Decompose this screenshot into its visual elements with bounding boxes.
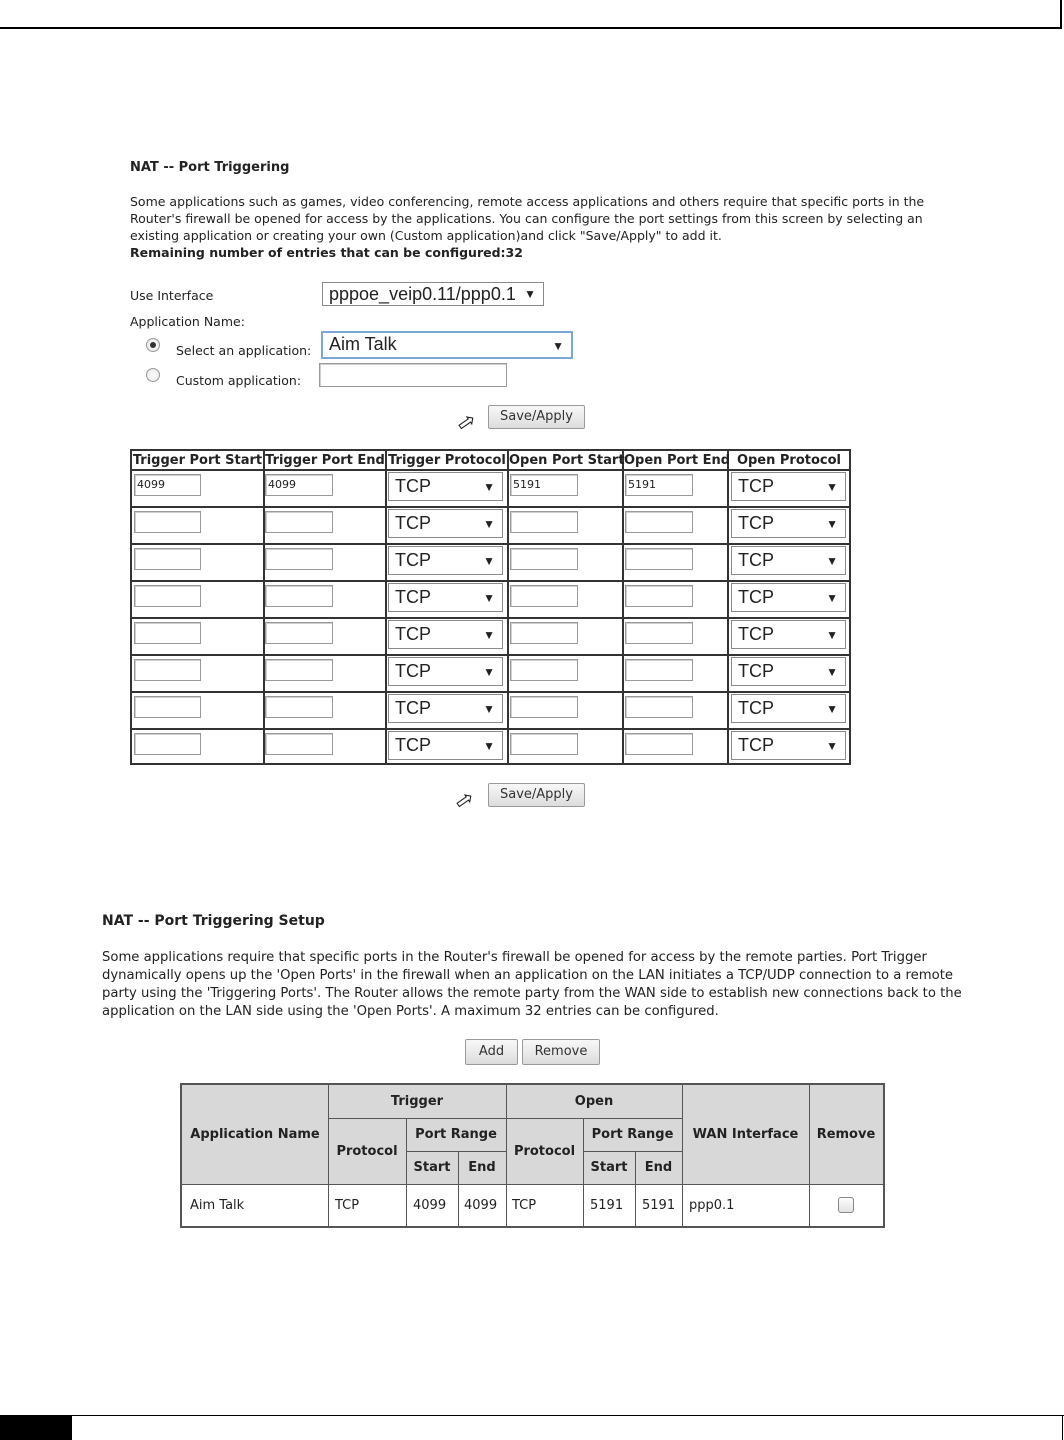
open-port-end-input[interactable]: 5191 [625, 474, 693, 496]
trigger-port-start-input[interactable]: 4099 [134, 474, 201, 496]
trigger-protocol-select[interactable] [388, 731, 503, 760]
cell-trigger-protocol: TCP [335, 1198, 360, 1213]
pointer-arrow-icon: ⇨ [450, 785, 480, 817]
page-top-rule [0, 27, 1062, 29]
header-open-start: Start [590, 1160, 628, 1175]
trigger-protocol-select-value: TCP [395, 550, 431, 570]
trigger-port-start-input[interactable] [134, 511, 201, 533]
dropdown-arrow-icon: ▼ [826, 591, 838, 605]
port-triggering-setup-table [180, 1083, 885, 1228]
open-protocol-select[interactable] [731, 620, 846, 649]
select-application-label: Select an application: [176, 343, 312, 358]
page-bottom-right-rule [1062, 1415, 1063, 1440]
trigger-port-end-input[interactable] [265, 511, 333, 533]
open-port-start-input[interactable] [510, 659, 578, 681]
open-port-end-input[interactable] [625, 622, 693, 644]
page-bottom-rule [0, 1415, 1064, 1416]
dropdown-arrow-icon: ▼ [483, 591, 495, 605]
header-open-port-start: Open Port Start [509, 453, 625, 468]
cell-trigger-end: 4099 [464, 1198, 498, 1213]
trigger-protocol-select-value: TCP [395, 624, 431, 644]
open-protocol-select-value: TCP [738, 735, 774, 755]
cell-wan-interface: ppp0.1 [689, 1198, 735, 1213]
open-port-end-input[interactable] [625, 696, 693, 718]
select-application-radio[interactable] [146, 338, 160, 352]
custom-application-label: Custom application: [176, 373, 302, 388]
open-port-end-input[interactable] [625, 733, 693, 755]
cell-open-start: 5191 [590, 1198, 624, 1213]
trigger-port-end-input[interactable] [265, 696, 333, 718]
dropdown-arrow-icon: ▼ [483, 628, 495, 642]
dropdown-arrow-icon: ▼ [826, 739, 838, 753]
trigger-protocol-select[interactable] [388, 694, 503, 723]
header-trigger-port-end: Trigger Port End [265, 453, 385, 468]
open-protocol-select[interactable] [731, 546, 846, 575]
save-apply-button-bottom[interactable]: Save/Apply [488, 783, 585, 807]
header-remove: Remove [816, 1127, 876, 1142]
header-open-port-end: Open Port End [624, 453, 731, 468]
open-protocol-select-value: TCP [738, 698, 774, 718]
custom-application-radio[interactable] [146, 368, 160, 382]
remove-button[interactable]: Remove [522, 1039, 600, 1065]
trigger-port-end-input[interactable]: 4099 [265, 474, 333, 496]
header-open-end: End [644, 1160, 673, 1175]
section2-description: Some applications require that specific ports in the Router's firewall be opened for access by the remote parties. Port Trigger dynamically opens up the 'Open Ports' in the firewall when an application on the LAN initiates a TCP/UDP connection to a remote party using the 'Triggering Ports'. The Router allows the remote party from the WAN side to establish new connections back to the application on the LAN side using the 'Open Ports'. A maximum 32 entries can be configured. [102, 950, 962, 1019]
open-protocol-select-value: TCP [738, 550, 774, 570]
open-port-end-input[interactable] [625, 659, 693, 681]
custom-application-input[interactable] [319, 363, 507, 387]
open-port-end-input[interactable] [625, 585, 693, 607]
select-application-dropdown[interactable] [321, 331, 573, 359]
header-open-protocol: Open Protocol [736, 453, 842, 468]
page-number-tab [0, 1416, 72, 1440]
dropdown-arrow-icon: ▼ [483, 739, 495, 753]
section1-description: Some applications such as games, video conferencing, remote access applications and others require that specific ports in the Router's firewall be opened for access by the applications. You can configure the port settings from this screen by selecting an existing application or creating your own (Custom application)and click "Save/Apply" to add it. [130, 194, 925, 243]
header-application-name: Application Name [190, 1127, 320, 1142]
section2-title: NAT -- Port Triggering Setup [102, 913, 325, 929]
header-open: Open [574, 1094, 614, 1109]
header-trigger-protocol: Protocol [336, 1144, 398, 1159]
use-interface-select[interactable] [322, 282, 544, 306]
cell-application-name: Aim Talk [190, 1198, 245, 1213]
dropdown-arrow-icon: ▼ [483, 554, 495, 568]
trigger-port-start-input[interactable] [134, 585, 201, 607]
trigger-port-start-input[interactable] [134, 733, 201, 755]
open-port-start-input[interactable] [510, 548, 578, 570]
dropdown-arrow-icon: ▼ [483, 702, 495, 716]
header-trigger-port-range: Port Range [415, 1127, 497, 1142]
remove-checkbox[interactable] [838, 1197, 854, 1213]
trigger-protocol-select-value: TCP [395, 698, 431, 718]
trigger-protocol-select-value: TCP [395, 735, 431, 755]
header-open-protocol: Protocol [513, 1144, 576, 1159]
dropdown-arrow-icon: ▼ [826, 665, 838, 679]
open-protocol-select-value: TCP [738, 587, 774, 607]
trigger-protocol-select[interactable] [388, 509, 503, 538]
header-trigger-port-start: Trigger Port Start [132, 453, 263, 468]
cell-open-end: 5191 [642, 1198, 676, 1213]
open-port-end-input[interactable] [625, 511, 693, 533]
trigger-protocol-select-value: TCP [395, 661, 431, 681]
add-button[interactable]: Add [465, 1039, 518, 1065]
trigger-protocol-select[interactable] [388, 583, 503, 612]
header-trigger: Trigger [390, 1094, 444, 1109]
header-trigger-end: End [468, 1160, 496, 1175]
open-port-start-input[interactable]: 5191 [510, 474, 578, 496]
open-protocol-select[interactable] [731, 657, 846, 686]
dropdown-arrow-icon: ▼ [826, 480, 838, 494]
open-protocol-select[interactable] [731, 472, 846, 501]
use-interface-label: Use Interface [130, 288, 214, 303]
open-port-start-input[interactable] [510, 622, 578, 644]
open-protocol-select[interactable] [731, 583, 846, 612]
header-wan-interface: WAN Interface [692, 1127, 799, 1142]
select-application-value: Aim Talk [329, 334, 397, 354]
open-protocol-select[interactable] [731, 694, 846, 723]
trigger-port-start-input[interactable] [134, 548, 201, 570]
pointer-arrow-icon: ⇨ [452, 407, 482, 439]
remaining-entries: Remaining number of entries that can be configured:32 [130, 245, 523, 260]
trigger-protocol-select[interactable] [388, 472, 503, 501]
open-port-start-input[interactable] [510, 696, 578, 718]
open-protocol-select-value: TCP [738, 624, 774, 644]
open-port-start-input[interactable] [510, 585, 578, 607]
dropdown-arrow-icon: ▼ [826, 702, 838, 716]
trigger-port-end-input[interactable] [265, 548, 333, 570]
open-port-start-input[interactable] [510, 733, 578, 755]
dropdown-arrow-icon: ▼ [483, 480, 495, 494]
dropdown-arrow-icon: ▼ [524, 287, 536, 301]
use-interface-value: pppoe_veip0.11/ppp0.1 [329, 284, 516, 304]
trigger-port-end-input[interactable] [265, 659, 333, 681]
trigger-protocol-select-value: TCP [395, 513, 431, 533]
section1-title: NAT -- Port Triggering [130, 160, 290, 175]
open-protocol-select[interactable] [731, 731, 846, 760]
save-apply-button-top[interactable]: Save/Apply [488, 405, 585, 429]
trigger-protocol-select[interactable] [388, 546, 503, 575]
trigger-port-start-input[interactable] [134, 696, 201, 718]
application-name-label: Application Name: [130, 314, 245, 329]
dropdown-arrow-icon: ▼ [483, 517, 495, 531]
cell-trigger-start: 4099 [413, 1198, 447, 1213]
header-trigger-protocol: Trigger Protocol [388, 453, 506, 468]
header-trigger-start: Start [413, 1160, 451, 1175]
trigger-protocol-select[interactable] [388, 657, 503, 686]
trigger-port-end-input[interactable] [265, 622, 333, 644]
trigger-port-start-input[interactable] [134, 659, 201, 681]
cell-open-protocol: TCP [512, 1198, 537, 1213]
dropdown-arrow-icon: ▼ [826, 517, 838, 531]
trigger-protocol-select-value: TCP [395, 476, 431, 496]
open-protocol-select-value: TCP [738, 476, 774, 496]
dropdown-arrow-icon: ▼ [483, 665, 495, 679]
dropdown-arrow-icon: ▼ [826, 628, 838, 642]
open-protocol-select-value: TCP [738, 661, 774, 681]
trigger-port-end-input[interactable] [265, 585, 333, 607]
open-port-end-input[interactable] [625, 548, 693, 570]
open-protocol-select[interactable] [731, 509, 846, 538]
trigger-port-start-input[interactable] [134, 622, 201, 644]
dropdown-arrow-icon: ▼ [552, 339, 564, 353]
trigger-protocol-select[interactable] [388, 620, 503, 649]
trigger-port-end-input[interactable] [265, 733, 333, 755]
dropdown-arrow-icon: ▼ [826, 554, 838, 568]
header-open-port-range: Port Range [591, 1127, 674, 1142]
open-port-start-input[interactable] [510, 511, 578, 533]
trigger-protocol-select-value: TCP [395, 587, 431, 607]
page-top-right-rule [1060, 0, 1062, 28]
open-protocol-select-value: TCP [738, 513, 774, 533]
